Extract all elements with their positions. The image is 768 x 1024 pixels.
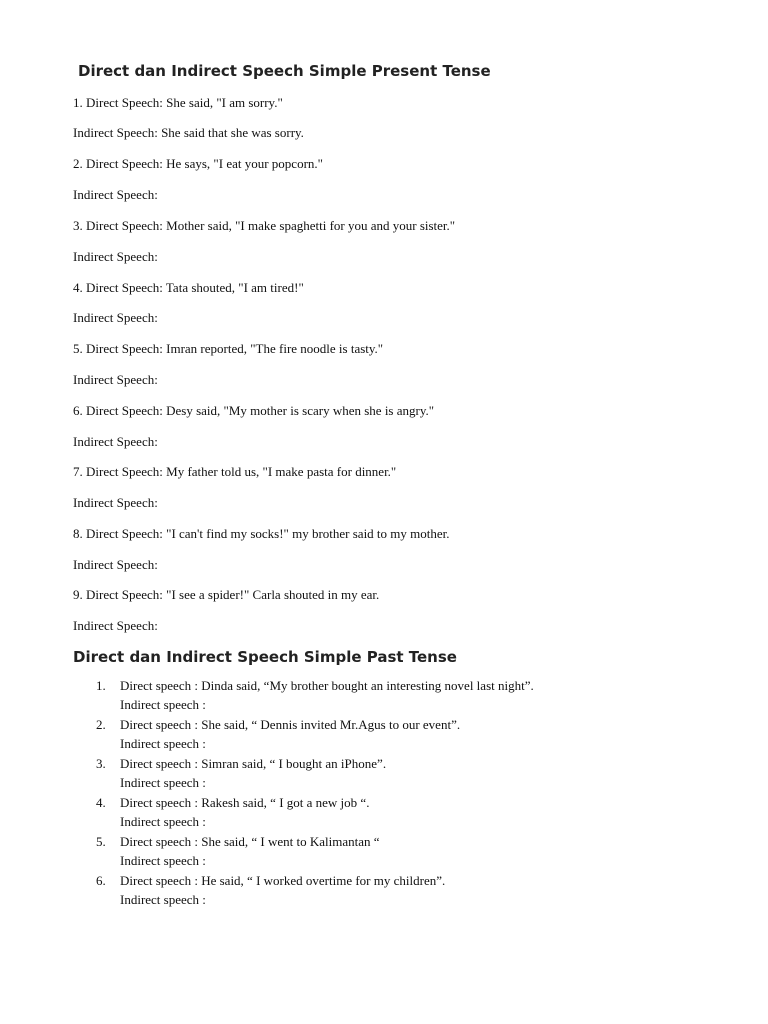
list-item <box>0 717 768 756</box>
present-line-1: 1. Direct Speech: She said, "I am sorry." <box>73 95 283 110</box>
list-item <box>0 834 768 873</box>
list-number: 2. <box>96 717 106 732</box>
past-tense-list <box>0 678 768 912</box>
present-line-5: 3. Direct Speech: Mother said, "I make spaghetti for you and your sister." <box>73 218 456 233</box>
present-line-6: Indirect Speech: <box>73 249 158 264</box>
present-line-15: 8. Direct Speech: "I can't find my socks!" my brother said to my mother. <box>73 526 450 541</box>
present-line-7: 4. Direct Speech: Tata shouted, "I am tired!" <box>73 280 304 295</box>
present-line-17: 9. Direct Speech: "I see a spider!" Carla shouted in my ear. <box>73 587 380 602</box>
list-number: 6. <box>96 873 106 888</box>
direct-speech-text: Direct speech : Dinda said, “My brother bought an interesting novel last night”. <box>120 678 534 693</box>
list-item <box>0 678 768 717</box>
indirect-speech-text: Indirect speech : <box>120 853 206 868</box>
list-number: 1. <box>96 678 106 693</box>
direct-speech-text: Direct speech : She said, “ Dennis invited Mr.Agus to our event”. <box>120 717 461 732</box>
indirect-speech-text: Indirect speech : <box>120 814 206 829</box>
indirect-speech-text: Indirect speech : <box>120 775 206 790</box>
direct-speech-text: Direct speech : He said, “ I worked overtime for my children”. <box>120 873 446 888</box>
indirect-speech-text: Indirect speech : <box>120 892 206 907</box>
present-line-11: 6. Direct Speech: Desy said, "My mother is scary when she is angry." <box>73 403 435 418</box>
list-number: 5. <box>96 834 106 849</box>
direct-speech-text: Direct speech : Simran said, “ I bought an iPhone”. <box>120 756 387 771</box>
present-line-3: 2. Direct Speech: He says, "I eat your popcorn." <box>73 156 323 171</box>
present-line-12: Indirect Speech: <box>73 434 158 449</box>
list-number: 4. <box>96 795 106 810</box>
present-line-10: Indirect Speech: <box>73 372 158 387</box>
present-line-9: 5. Direct Speech: Imran reported, "The fire noodle is tasty." <box>73 341 384 356</box>
indirect-speech-text: Indirect speech : <box>120 736 206 751</box>
list-item <box>0 873 768 912</box>
present-line-18: Indirect Speech: <box>73 618 158 633</box>
list-item <box>0 756 768 795</box>
direct-speech-text: Direct speech : Rakesh said, “ I got a new job “. <box>120 795 370 810</box>
present-line-8: Indirect Speech: <box>73 310 158 325</box>
list-item <box>0 795 768 834</box>
present-line-2: Indirect Speech: She said that she was sorry. <box>73 125 304 140</box>
list-number: 3. <box>96 756 106 771</box>
present-tense-heading: Direct dan Indirect Speech Simple Present Tense <box>78 62 491 80</box>
present-line-14: Indirect Speech: <box>73 495 158 510</box>
direct-speech-text: Direct speech : She said, “ I went to Kalimantan “ <box>120 834 380 849</box>
present-line-16: Indirect Speech: <box>73 557 158 572</box>
present-line-4: Indirect Speech: <box>73 187 158 202</box>
past-tense-heading: Direct dan Indirect Speech Simple Past Tense <box>73 648 457 666</box>
indirect-speech-text: Indirect speech : <box>120 697 206 712</box>
present-line-13: 7. Direct Speech: My father told us, "I make pasta for dinner." <box>73 464 397 479</box>
